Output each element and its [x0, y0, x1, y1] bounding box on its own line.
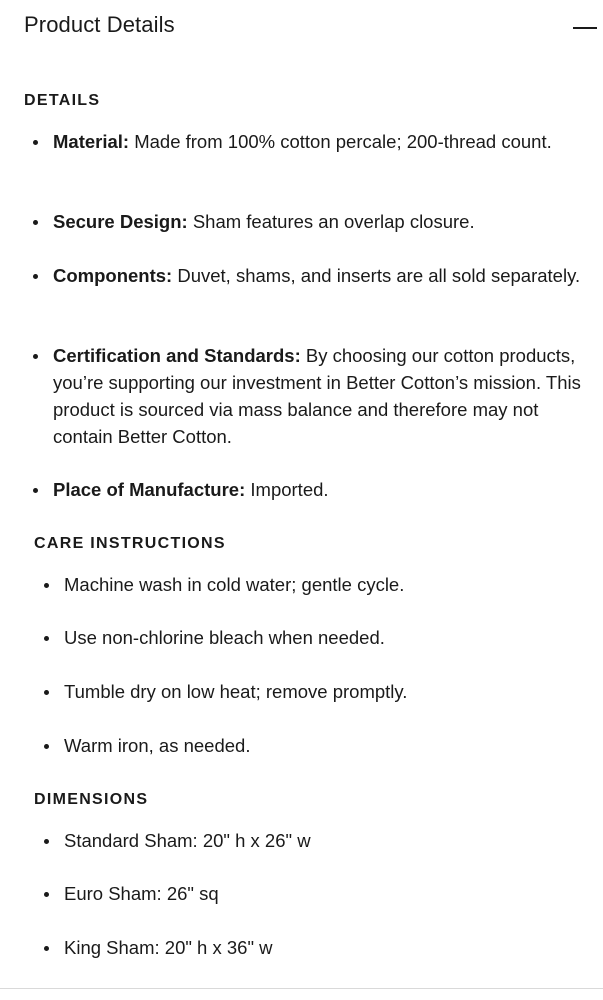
care-item-text: Tumble dry on low heat; remove promptly.	[64, 681, 408, 702]
detail-text: Duvet, shams, and inserts are all sold separately.	[172, 265, 581, 286]
bullet-icon	[44, 636, 49, 641]
care-item-text: Use non-chlorine bleach when needed.	[64, 627, 385, 648]
bullet-icon	[33, 354, 38, 359]
bullet-icon	[33, 488, 38, 493]
bullet-icon	[44, 690, 49, 695]
minus-icon	[573, 27, 597, 29]
bullet-icon	[44, 583, 49, 588]
details-heading: DETAILS	[24, 92, 101, 109]
detail-term: Components:	[53, 265, 173, 286]
detail-text: By choosing our cotton products, you’re supporting our investment in Better Cotton’s mission. This product is sourced via mass balance and therefore may not contain Better Cotton.	[53, 345, 581, 447]
bullet-icon	[44, 892, 49, 897]
list-item	[53, 208, 583, 235]
detail-term: Place of Manufacture:	[53, 479, 246, 500]
list-item	[53, 342, 593, 450]
detail-term: Secure Design:	[53, 211, 188, 232]
detail-term: Material:	[53, 131, 130, 152]
detail-text: Imported.	[245, 479, 329, 500]
list-item	[64, 571, 584, 598]
detail-text: Made from 100% cotton percale; 200-thread count.	[129, 131, 552, 152]
dimension-item-text: King Sham: 20" h x 36" w	[64, 937, 273, 958]
bullet-icon	[44, 839, 49, 844]
bullet-icon	[44, 744, 49, 749]
list-item	[64, 624, 584, 651]
care-item-text: Machine wash in cold water; gentle cycle.	[64, 574, 405, 595]
list-item	[53, 476, 583, 503]
product-details-title: Product Details	[24, 12, 175, 37]
list-item	[53, 128, 583, 155]
list-item	[64, 732, 584, 759]
detail-term: Certification and Standards:	[53, 345, 301, 366]
bullet-icon	[44, 946, 49, 951]
dimension-item-text: Standard Sham: 20" h x 26" w	[64, 830, 311, 851]
detail-text: Sham features an overlap closure.	[187, 211, 475, 232]
list-item	[64, 934, 584, 961]
dimension-item-text: Euro Sham: 26" sq	[64, 883, 219, 904]
bullet-icon	[33, 140, 38, 145]
bullet-icon	[33, 220, 38, 225]
list-item	[64, 827, 584, 854]
section-divider	[0, 988, 603, 989]
dimensions-heading: DIMENSIONS	[34, 791, 149, 808]
care-instructions-heading: CARE INSTRUCTIONS	[34, 535, 226, 552]
bullet-icon	[33, 274, 38, 279]
product-details-header[interactable]	[0, 0, 603, 56]
list-item	[64, 678, 584, 705]
list-item	[53, 262, 583, 289]
list-item	[64, 880, 584, 907]
care-item-text: Warm iron, as needed.	[64, 735, 251, 756]
collapse-button[interactable]	[573, 14, 603, 42]
